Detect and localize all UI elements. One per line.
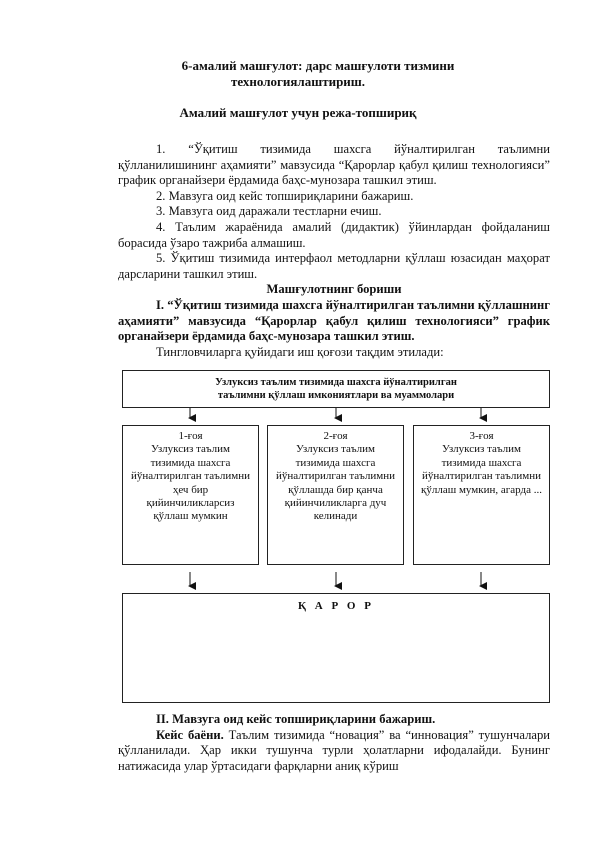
idea-box-2 (267, 425, 404, 565)
idea-1-label: 1-ғоя (178, 430, 203, 442)
plan-title: Амалий машғулот учун режа-топшириқ (179, 105, 417, 120)
topic-line-2: таълимни қўллаш имкониятлари ва муаммолари (217, 390, 455, 401)
idea-1-text: Узлуксиз таълим тизимида шахсга йўналтирилган таълимни ҳеч бир қийинчиликларсиз қўллаш мумкин (131, 443, 250, 523)
idea-box-1 (122, 425, 259, 565)
plan-item-2: 2. Мавзуга оид кейс топшириқларини бажариш. (156, 188, 414, 203)
idea-2-label: 2-ғоя (323, 430, 348, 442)
case-text: Таълим тизимида “новация” ва “инновация” тушунчалари қўлланилади. Ҳар икки тушунча турли ҳолатларни ифодалайди. Бунинг натижасида улар ўртасидаги фарқларни аниқ кўриш (118, 727, 550, 773)
decision-label: Қ А Р О Р (298, 600, 374, 612)
document-title-line1: 6-амалий машғулот: дарс машғулоти тизмини (181, 58, 455, 73)
section-2 (118, 712, 550, 774)
case-label: Кейс баёни. (156, 727, 224, 742)
progress-heading: Машғулотнинг бориши (266, 282, 402, 297)
plan-item-1: 1. “Ўқитиш тизимида шахсга йўналтирилган таълимни қўлланилишининг аҳамияти” мавзусида “Қарорлар қабул қилиш технологияси” график органайзери ёрдамида баҳс-мунозара ташкил этиш. (118, 142, 550, 188)
plan-section (118, 142, 550, 360)
topic-line-1: Узлуксиз таълим тизимида шахсга йўналтирилган (215, 377, 457, 388)
section-2-heading: II. Мавзуга оид кейс топшириқларини бажариш. (156, 712, 436, 726)
plan-item-4: 4. Таълим жараёнида амалий (дидактик) ўйинлардан фойдаланиш борасида ўзаро тажриба алмашиш. (118, 219, 550, 250)
section-1-heading: I. “Ўқитиш тизимида шахсга йўналтирилган таълимни қўллашнинг аҳамияти” мавзусида “Қарорлар қабул қилиш технологияси” график органайзери ёрдамида баҳс-мунозара ташкил этиш. (118, 297, 550, 344)
plan-item-5: 5. Ўқитиш тизимида интерфаол методларни қўллаш юзасидан маҳорат дарсларини ташкил этиш. (118, 251, 550, 281)
document-title-line2: технологиялаштириш. (230, 74, 366, 89)
idea-2-text: Узлуксиз таълим тизимида шахсга йўналтирилган таълимни қўллашда бир қанча қийинчиликларга дуч келинади (276, 443, 395, 523)
worksheet-intro: Тингловчиларга қуйидаги иш қоғози тақдим этилади: (156, 344, 444, 359)
idea-3-text: Узлуксиз таълим тизимида шахсга йўналтирилган таълимни қўллаш мумкин, агарда ... (421, 443, 542, 496)
case-paragraph (118, 728, 550, 775)
diagram-topic-box (122, 370, 550, 408)
decision-box (122, 593, 550, 703)
idea-3-label: 3-ғоя (469, 430, 494, 442)
idea-box-3 (413, 425, 550, 565)
plan-item-3: 3. Мавзуга оид даражали тестларни ечиш. (156, 204, 382, 219)
